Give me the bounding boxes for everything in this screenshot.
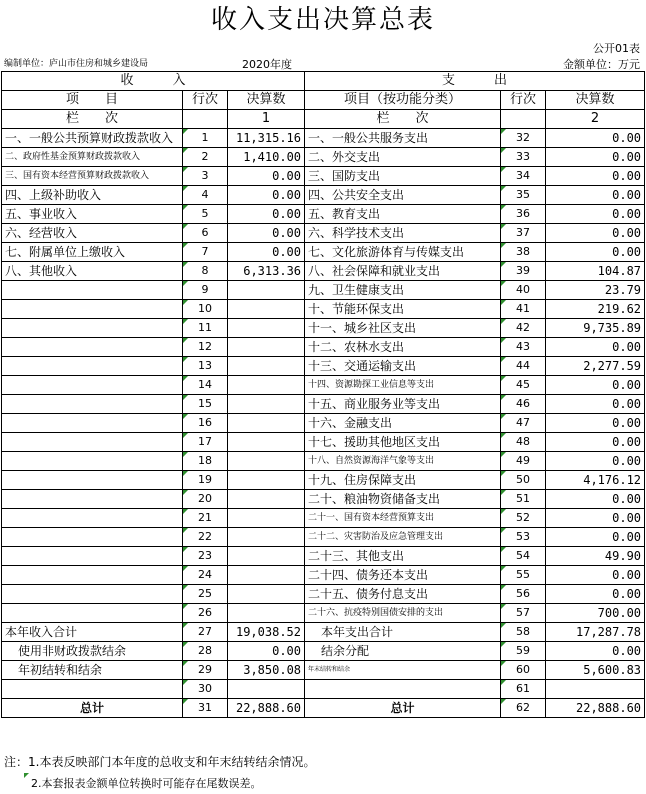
expense-line-no: 36 xyxy=(501,205,546,224)
income-item: 八、其他收入 xyxy=(2,262,183,281)
expense-line-header: 行次 xyxy=(501,91,546,110)
fiscal-year: 2020年度 xyxy=(242,58,292,71)
expense-amount: 0.00 xyxy=(546,186,645,205)
income-item: 年初结转和结余 xyxy=(2,661,183,680)
header-row-1 xyxy=(2,72,645,91)
income-line-no: 11 xyxy=(183,319,228,338)
income-amount xyxy=(228,566,305,585)
expense-column-blank xyxy=(501,110,546,129)
expense-item: 十七、援助其他地区支出 xyxy=(305,433,501,452)
table-row xyxy=(2,224,645,243)
expense-line-no: 43 xyxy=(501,338,546,357)
income-expense-table xyxy=(1,71,645,718)
expense-line-no: 46 xyxy=(501,395,546,414)
income-item xyxy=(2,471,183,490)
income-item: 五、事业收入 xyxy=(2,205,183,224)
expense-item: 结余分配 xyxy=(305,642,501,661)
income-amount: 19,038.52 xyxy=(228,623,305,642)
expense-line-no: 42 xyxy=(501,319,546,338)
income-amount xyxy=(228,395,305,414)
table-row xyxy=(2,414,645,433)
expense-item: 二十六、抗疫特别国债安排的支出 xyxy=(305,604,501,623)
table-row xyxy=(2,623,645,642)
table-row xyxy=(2,148,645,167)
table-row xyxy=(2,395,645,414)
income-amount xyxy=(228,414,305,433)
income-item xyxy=(2,338,183,357)
income-item: 四、上级补助收入 xyxy=(2,186,183,205)
expense-line-no: 54 xyxy=(501,547,546,566)
income-item xyxy=(2,357,183,376)
expense-item-header: 项目（按功能分类） xyxy=(305,91,501,110)
income-line-no: 26 xyxy=(183,604,228,623)
expense-line-no: 62 xyxy=(501,699,546,718)
income-line-no: 27 xyxy=(183,623,228,642)
expense-item: 二十四、债务还本支出 xyxy=(305,566,501,585)
amount-unit: 金额单位：万元 xyxy=(563,58,640,71)
income-amount: 11,315.16 xyxy=(228,129,305,148)
expense-line-no: 61 xyxy=(501,680,546,699)
expense-amount: 2,277.59 xyxy=(546,357,645,376)
expense-line-no: 35 xyxy=(501,186,546,205)
expense-item: 十一、城乡社区支出 xyxy=(305,319,501,338)
expense-line-no: 55 xyxy=(501,566,546,585)
income-line-no: 3 xyxy=(183,167,228,186)
table-row xyxy=(2,509,645,528)
expense-amount: 0.00 xyxy=(546,452,645,471)
income-item xyxy=(2,452,183,471)
expense-line-no: 48 xyxy=(501,433,546,452)
income-amount: 6,313.36 xyxy=(228,262,305,281)
expense-amount: 0.00 xyxy=(546,585,645,604)
income-amount xyxy=(228,490,305,509)
income-item xyxy=(2,433,183,452)
table-row xyxy=(2,376,645,395)
income-amount xyxy=(228,281,305,300)
expense-amount: 17,287.78 xyxy=(546,623,645,642)
expense-item: 年末结转和结余 xyxy=(305,661,501,680)
income-item xyxy=(2,680,183,699)
income-line-no: 12 xyxy=(183,338,228,357)
marker-icon xyxy=(24,773,29,778)
income-line-no: 18 xyxy=(183,452,228,471)
expense-item: 十、节能环保支出 xyxy=(305,300,501,319)
income-amount: 0.00 xyxy=(228,224,305,243)
income-column-label: 栏 次 xyxy=(2,110,183,129)
table-row xyxy=(2,699,645,718)
income-amount xyxy=(228,604,305,623)
note-2 xyxy=(4,773,315,794)
expense-amount: 0.00 xyxy=(546,129,645,148)
expense-item: 二十、粮油物资储备支出 xyxy=(305,490,501,509)
income-amount: 0.00 xyxy=(228,642,305,661)
income-column-blank xyxy=(183,110,228,129)
expense-item xyxy=(305,680,501,699)
expense-item: 四、公共安全支出 xyxy=(305,186,501,205)
income-item: 本年收入合计 xyxy=(2,623,183,642)
income-line-no: 23 xyxy=(183,547,228,566)
expense-line-no: 38 xyxy=(501,243,546,262)
income-item: 总计 xyxy=(2,699,183,718)
expense-item: 十三、交通运输支出 xyxy=(305,357,501,376)
income-line-no: 15 xyxy=(183,395,228,414)
expense-line-no: 34 xyxy=(501,167,546,186)
income-amount-header: 决算数 xyxy=(228,91,305,110)
table-row xyxy=(2,566,645,585)
expense-amount: 0.00 xyxy=(546,490,645,509)
expense-item: 十四、资源勘探工业信息等支出 xyxy=(305,376,501,395)
expense-amount-header: 决算数 xyxy=(546,91,645,110)
expense-item: 十二、农林水支出 xyxy=(305,338,501,357)
expense-amount: 0.00 xyxy=(546,414,645,433)
income-line-header: 行次 xyxy=(183,91,228,110)
income-amount xyxy=(228,547,305,566)
expense-amount: 104.87 xyxy=(546,262,645,281)
expense-line-no: 56 xyxy=(501,585,546,604)
income-line-no: 16 xyxy=(183,414,228,433)
income-item: 三、国有资本经营预算财政拨款收入 xyxy=(2,167,183,186)
income-amount xyxy=(228,471,305,490)
expense-item: 总计 xyxy=(305,699,501,718)
expense-item: 二十一、国有资本经营预算支出 xyxy=(305,509,501,528)
table-row xyxy=(2,281,645,300)
income-line-no: 9 xyxy=(183,281,228,300)
income-line-no: 6 xyxy=(183,224,228,243)
income-item: 七、附属单位上缴收入 xyxy=(2,243,183,262)
income-item xyxy=(2,319,183,338)
table-row xyxy=(2,186,645,205)
income-amount: 22,888.60 xyxy=(228,699,305,718)
income-item xyxy=(2,414,183,433)
income-line-no: 10 xyxy=(183,300,228,319)
expense-line-no: 58 xyxy=(501,623,546,642)
note-1: 注：1.本表反映部门本年度的总收支和年末结转结余情况。 xyxy=(4,755,316,769)
income-amount xyxy=(228,585,305,604)
header-row-2 xyxy=(2,91,645,110)
expense-item: 二十二、灾害防治及应急管理支出 xyxy=(305,528,501,547)
expense-column-number: 2 xyxy=(546,110,645,129)
table-row xyxy=(2,243,645,262)
expense-line-no: 47 xyxy=(501,414,546,433)
expense-amount: 0.00 xyxy=(546,167,645,186)
form-code: 公开01表 xyxy=(593,42,640,55)
table-row xyxy=(2,471,645,490)
income-amount xyxy=(228,433,305,452)
expense-item: 十六、金融支出 xyxy=(305,414,501,433)
expense-amount: 0.00 xyxy=(546,509,645,528)
table-row xyxy=(2,528,645,547)
income-amount xyxy=(228,300,305,319)
income-line-no: 19 xyxy=(183,471,228,490)
table-row xyxy=(2,604,645,623)
expense-amount: 0.00 xyxy=(546,433,645,452)
expense-item: 一、一般公共服务支出 xyxy=(305,129,501,148)
income-line-no: 5 xyxy=(183,205,228,224)
income-amount: 0.00 xyxy=(228,167,305,186)
income-item: 二、政府性基金预算财政拨款收入 xyxy=(2,148,183,167)
income-line-no: 24 xyxy=(183,566,228,585)
table-row xyxy=(2,167,645,186)
expense-item: 六、科学技术支出 xyxy=(305,224,501,243)
expense-item: 九、卫生健康支出 xyxy=(305,281,501,300)
income-line-no: 4 xyxy=(183,186,228,205)
income-amount: 0.00 xyxy=(228,243,305,262)
expense-item: 本年支出合计 xyxy=(305,623,501,642)
income-item-header: 项 目 xyxy=(2,91,183,110)
expense-amount: 700.00 xyxy=(546,604,645,623)
income-line-no: 1 xyxy=(183,129,228,148)
expense-line-no: 49 xyxy=(501,452,546,471)
expense-column-label: 栏 次 xyxy=(305,110,501,129)
expense-amount: 0.00 xyxy=(546,376,645,395)
page-title: 收入支出决算总表 xyxy=(210,5,435,35)
expense-item: 五、教育支出 xyxy=(305,205,501,224)
expense-line-no: 51 xyxy=(501,490,546,509)
table-row xyxy=(2,585,645,604)
income-amount xyxy=(228,357,305,376)
expense-line-no: 52 xyxy=(501,509,546,528)
expense-amount xyxy=(546,680,645,699)
expense-line-no: 37 xyxy=(501,224,546,243)
income-amount: 3,850.08 xyxy=(228,661,305,680)
compiler-unit: 编制单位：庐山市住房和城乡建设局 xyxy=(4,59,149,69)
table-row xyxy=(2,642,645,661)
expense-line-no: 59 xyxy=(501,642,546,661)
income-amount xyxy=(228,376,305,395)
income-line-no: 21 xyxy=(183,509,228,528)
table-row xyxy=(2,319,645,338)
income-line-no: 31 xyxy=(183,699,228,718)
expense-line-no: 40 xyxy=(501,281,546,300)
income-item xyxy=(2,376,183,395)
income-item xyxy=(2,528,183,547)
income-amount xyxy=(228,528,305,547)
expense-item: 十八、自然资源海洋气象等支出 xyxy=(305,452,501,471)
income-item xyxy=(2,604,183,623)
unit-row xyxy=(2,56,644,70)
expense-line-no: 50 xyxy=(501,471,546,490)
expense-amount: 0.00 xyxy=(546,224,645,243)
expense-item: 二十五、债务付息支出 xyxy=(305,585,501,604)
income-line-no: 17 xyxy=(183,433,228,452)
income-amount: 0.00 xyxy=(228,186,305,205)
expense-amount: 219.62 xyxy=(546,300,645,319)
expense-amount: 0.00 xyxy=(546,566,645,585)
income-item xyxy=(2,300,183,319)
table-row xyxy=(2,433,645,452)
expense-amount: 4,176.12 xyxy=(546,471,645,490)
table-row xyxy=(2,262,645,281)
income-item xyxy=(2,547,183,566)
income-line-no: 22 xyxy=(183,528,228,547)
income-amount: 1,410.00 xyxy=(228,148,305,167)
expense-amount: 0.00 xyxy=(546,205,645,224)
income-line-no: 14 xyxy=(183,376,228,395)
income-line-no: 2 xyxy=(183,148,228,167)
expense-line-no: 33 xyxy=(501,148,546,167)
table-row xyxy=(2,205,645,224)
expense-line-no: 53 xyxy=(501,528,546,547)
table-row xyxy=(2,300,645,319)
expense-line-no: 32 xyxy=(501,129,546,148)
expense-line-no: 60 xyxy=(501,661,546,680)
income-amount xyxy=(228,319,305,338)
expense-amount: 5,600.83 xyxy=(546,661,645,680)
income-line-no: 28 xyxy=(183,642,228,661)
expense-header: 支 出 xyxy=(305,72,645,91)
expense-item: 二十三、其他支出 xyxy=(305,547,501,566)
expense-line-no: 45 xyxy=(501,376,546,395)
expense-line-no: 41 xyxy=(501,300,546,319)
income-line-no: 30 xyxy=(183,680,228,699)
expense-amount: 0.00 xyxy=(546,243,645,262)
income-line-no: 20 xyxy=(183,490,228,509)
income-item xyxy=(2,509,183,528)
income-item: 使用非财政拨款结余 xyxy=(2,642,183,661)
expense-item: 十九、住房保障支出 xyxy=(305,471,501,490)
header-row-3 xyxy=(2,110,645,129)
expense-amount: 0.00 xyxy=(546,528,645,547)
table-row xyxy=(2,547,645,566)
income-line-no: 13 xyxy=(183,357,228,376)
income-amount: 0.00 xyxy=(228,205,305,224)
table-row xyxy=(2,129,645,148)
expense-item: 七、文化旅游体育与传媒支出 xyxy=(305,243,501,262)
expense-line-no: 39 xyxy=(501,262,546,281)
income-item xyxy=(2,585,183,604)
income-item: 一、一般公共预算财政拨款收入 xyxy=(2,129,183,148)
table-row xyxy=(2,680,645,699)
income-header: 收 入 xyxy=(2,72,305,91)
table-row xyxy=(2,452,645,471)
note-2-text: 2.本套报表金额单位转换时可能存在尾数误差。 xyxy=(31,777,262,790)
income-amount xyxy=(228,452,305,471)
expense-amount: 9,735.89 xyxy=(546,319,645,338)
expense-amount: 0.00 xyxy=(546,338,645,357)
income-line-no: 7 xyxy=(183,243,228,262)
income-item xyxy=(2,490,183,509)
expense-amount: 0.00 xyxy=(546,642,645,661)
table-row xyxy=(2,661,645,680)
income-column-number: 1 xyxy=(228,110,305,129)
expense-amount: 23.79 xyxy=(546,281,645,300)
notes xyxy=(4,752,315,794)
expense-item: 十五、商业服务业等支出 xyxy=(305,395,501,414)
expense-line-no: 57 xyxy=(501,604,546,623)
expense-amount: 0.00 xyxy=(546,148,645,167)
income-item xyxy=(2,281,183,300)
expense-amount: 22,888.60 xyxy=(546,699,645,718)
income-line-no: 8 xyxy=(183,262,228,281)
expense-amount: 49.90 xyxy=(546,547,645,566)
expense-item: 二、外交支出 xyxy=(305,148,501,167)
expense-item: 三、国防支出 xyxy=(305,167,501,186)
income-item: 六、经营收入 xyxy=(2,224,183,243)
income-amount xyxy=(228,680,305,699)
income-item xyxy=(2,395,183,414)
table-row xyxy=(2,490,645,509)
income-line-no: 25 xyxy=(183,585,228,604)
expense-item: 八、社会保障和就业支出 xyxy=(305,262,501,281)
table-row xyxy=(2,357,645,376)
income-item xyxy=(2,566,183,585)
table-row xyxy=(2,338,645,357)
expense-line-no: 44 xyxy=(501,357,546,376)
income-line-no: 29 xyxy=(183,661,228,680)
expense-amount: 0.00 xyxy=(546,395,645,414)
income-amount xyxy=(228,338,305,357)
income-amount xyxy=(228,509,305,528)
